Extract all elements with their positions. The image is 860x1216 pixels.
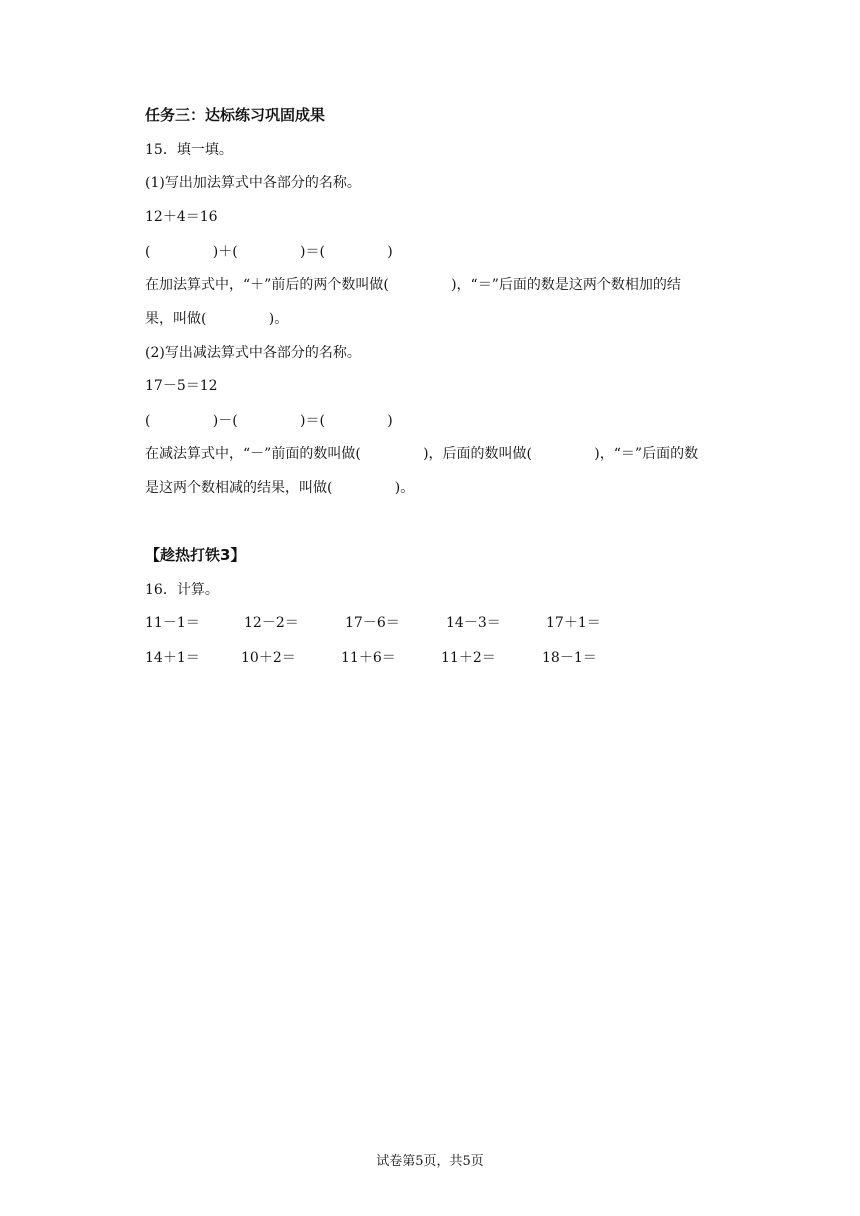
subtraction-explanation-line1: 在减法算式中，“－”前面的数叫做( )，后面的数叫做( )，“＝”后面的数 <box>145 446 699 462</box>
practice-title: 【趁热打铁3】 <box>145 546 246 564</box>
question-15-title: 15．填一填。 <box>145 142 233 158</box>
subtraction-prompt: (2)写出减法算式中各部分的名称。 <box>145 345 361 361</box>
addition-explanation-line1: 在加法算式中，“＋”前后的两个数叫做( )，“＝”后面的数是这两个数相加的结 <box>145 277 681 293</box>
subtraction-equation: 17－5＝12 <box>145 378 218 394</box>
calc-item: 10＋2＝ <box>241 650 296 666</box>
calc-item: 14＋1＝ <box>145 650 200 666</box>
calc-item: 11＋6＝ <box>341 650 396 666</box>
calc-item: 17＋1＝ <box>546 615 601 631</box>
calc-item: 11＋2＝ <box>441 650 496 666</box>
section-title: 任务三：达标练习巩固成果 <box>145 106 326 124</box>
subtraction-blanks: ( )－( )＝( ) <box>145 413 393 429</box>
addition-blanks: ( )＋( )＝( ) <box>145 244 393 260</box>
calc-item: 11－1＝ <box>145 615 200 631</box>
page-footer: 试卷第5页，共5页 <box>376 1154 484 1169</box>
calc-item: 14－3＝ <box>446 615 501 631</box>
subtraction-explanation-line2: 是这两个数相减的结果，叫做( )。 <box>145 480 415 496</box>
addition-equation: 12＋4＝16 <box>145 209 218 225</box>
calc-item: 18－1＝ <box>542 650 597 666</box>
calc-item: 17－6＝ <box>345 615 400 631</box>
question-16-title: 16．计算。 <box>145 582 219 598</box>
addition-explanation-line2: 果，叫做( )。 <box>145 311 289 327</box>
calc-item: 12－2＝ <box>244 615 299 631</box>
addition-prompt: (1)写出加法算式中各部分的名称。 <box>145 175 361 191</box>
